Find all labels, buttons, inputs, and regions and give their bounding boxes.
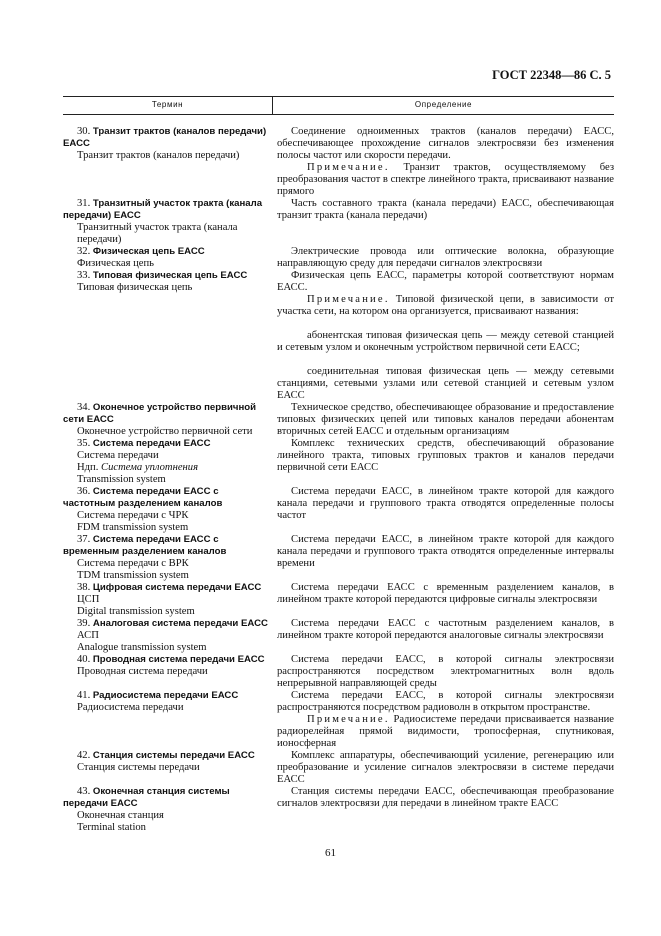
term-38-synonym: ЦСП: [77, 594, 100, 605]
definition-38: Система передачи ЕАСС с временным разделением каналов, в линейном тракте которой передаются цифровые сигналы электросвязи: [277, 582, 614, 605]
column-header-definition: Определение: [414, 100, 473, 109]
term-33: [63, 270, 268, 282]
term-41: [63, 690, 268, 702]
term-39-synonym: АСП: [77, 630, 99, 641]
term-title: Система передачи ЕАСС с временным разделением каналов: [63, 534, 227, 557]
term-title: Система передачи ЕАСС с частотным разделением каналов: [63, 486, 223, 509]
term-33-synonym: Типовая физическая цепь: [77, 282, 193, 293]
column-header-term: Термин: [151, 100, 184, 109]
term-37: [63, 534, 268, 558]
term-number: 32.: [77, 246, 91, 257]
term-number: 34.: [77, 402, 91, 413]
term-36-english: FDM transmission system: [77, 522, 189, 533]
term-31-synonym: Транзитный участок тракта (канала передачи): [77, 222, 238, 245]
note-label: Примечание.: [307, 714, 390, 725]
note-41: [277, 714, 614, 750]
term-title: Система передачи ЕАСС: [92, 438, 211, 449]
note-30: [277, 162, 614, 198]
term-37-synonym: Система передачи с ВРК: [77, 558, 189, 569]
deprecated-label: Ндп.: [77, 462, 99, 473]
table-header: [63, 96, 614, 115]
term-35: [63, 438, 268, 450]
term-43: [63, 786, 268, 810]
note-33-item-1: абонентская типовая физическая цепь — между сетевой станцией и сетевым узлом и оконечным устройством первичной сети ЕАСС;: [277, 330, 614, 353]
term-34: [63, 402, 268, 426]
page-number: 61: [325, 847, 336, 859]
term-title: Цифровая система передачи ЕАСС: [92, 582, 262, 593]
term-32: [63, 246, 268, 258]
note-label: Примечание.: [307, 162, 390, 173]
term-title: Транзитный участок тракта (канала передачи) ЕАСС: [63, 198, 263, 221]
term-40: [63, 654, 268, 666]
term-title: Транзит трактов (каналов передачи) ЕАСС: [63, 126, 267, 149]
term-title: Аналоговая система передачи ЕАСС: [92, 618, 268, 629]
definition-34: Техническое средство, обеспечивающее образование и предоставление типовых физических цепей или типовых каналов передачи абонентам вторичных сетей ЕАСС и отдельным организациям: [277, 402, 614, 437]
note-33-item-2: соединительная типовая физическая цепь — между сетевыми станциями, сетевыми узлами или сетевой станцией и сетевым узлом ЕАСС: [277, 366, 614, 401]
term-40-synonym: Проводная система передачи: [77, 666, 208, 677]
term-35-english: Transmission system: [77, 474, 166, 485]
term-35-synonym: Система передачи: [77, 450, 159, 461]
term-title: Станция системы передачи ЕАСС: [92, 750, 255, 761]
note-text: Радиосистеме передачи присваивается название радиорелейная прямой видимости, тропосферная, спутниковая, ионосферная: [277, 714, 614, 749]
note-label: Примечание.: [307, 294, 390, 305]
term-31: [63, 198, 268, 222]
definition-30: Соединение одноименных трактов (каналов передачи) ЕАСС, обеспечивающее прохождение сигналов электросвязи без изменения полосы частот или скорости передачи.: [277, 126, 614, 161]
term-title: Типовая физическая цепь ЕАСС: [92, 270, 248, 281]
term-32-synonym: Физическая цепь: [77, 258, 154, 269]
term-number: 30.: [77, 126, 91, 137]
definition-32: Электрические провода или оптические волокна, образующие направляющую среду для передачи сигналов электросвязи: [277, 246, 614, 269]
term-39-english: Analogue transmission system: [77, 642, 207, 653]
term-number: 31.: [77, 198, 91, 209]
term-43-english: Terminal station: [77, 822, 146, 833]
term-36-synonym: Система передачи с ЧРК: [77, 510, 189, 521]
definition-39: Система передачи ЕАСС с частотным разделением каналов, в линейном тракте которой передаются аналоговые сигналы электросвязи: [277, 618, 614, 641]
note-text: Транзит трактов, осуществляемому без преобразования частот в спектре линейного тракта, присваивают название прямого: [277, 162, 614, 197]
term-number: 43.: [77, 786, 91, 797]
term-title: Физическая цепь ЕАСС: [92, 246, 205, 257]
term-title: Проводная система передачи ЕАСС: [92, 654, 265, 665]
term-35-deprecated: [63, 462, 282, 474]
term-title: Оконечное устройство первичной сети ЕАСС: [63, 402, 257, 425]
definition-31: Часть составного тракта (канала передачи) ЕАСС, обеспечивающая транзит тракта (канала передачи): [277, 198, 614, 221]
definition-42: Комплекс аппаратуры, обеспечивающий усиление, регенерацию или преобразование и усиление сигналов электросвязи в системе передачи ЕАСС: [277, 750, 614, 785]
term-number: 36.: [77, 486, 91, 497]
term-36: [63, 486, 268, 510]
term-number: 41.: [77, 690, 91, 701]
term-41-synonym: Радиосистема передачи: [77, 702, 184, 713]
term-number: 40.: [77, 654, 91, 665]
definition-37: Система передачи ЕАСС, в линейном тракте которой для каждого канала передачи и группового тракта отводятся определенные интервалы времени: [277, 534, 614, 569]
term-number: 39.: [77, 618, 91, 629]
term-39: [63, 618, 268, 630]
definition-36: Система передачи ЕАСС, в линейном тракте которой для каждого канала передачи и группового тракта отводятся определенные полосы частот: [277, 486, 614, 521]
deprecated-term: Система уплотнения: [101, 462, 199, 473]
term-34-synonym: Оконечное устройство первичной сети: [77, 426, 253, 437]
term-37-english: TDM transmission system: [77, 570, 189, 581]
note-text: Типовой физической цепи, в зависимости от участка сети, на котором она организуется, присваивают названия:: [277, 294, 614, 317]
definition-41: Система передачи ЕАСС, в которой сигналы электросвязи распространяются посредством радиоволн в открытом пространстве.: [277, 690, 614, 713]
term-number: 38.: [77, 582, 91, 593]
term-43-synonym: Оконечная станция: [77, 810, 164, 821]
note-33: [277, 294, 614, 318]
term-30: [63, 126, 268, 150]
definition-33: Физическая цепь ЕАСС, параметры которой соответствуют нормам ЕАСС.: [277, 270, 614, 293]
definition-43: Станция системы передачи ЕАСС, обеспечивающая преобразование сигналов электросвязи для передачи в линейном тракте ЕАСС: [277, 786, 614, 809]
definition-40: Система передачи ЕАСС, в которой сигналы электросвязи распространяются посредством электромагнитных волн вдоль непрерывной направляющей среды: [277, 654, 614, 689]
page-header: ГОСТ 22348—86 С. 5: [492, 68, 611, 82]
term-number: 37.: [77, 534, 91, 545]
term-number: 42.: [77, 750, 91, 761]
term-30-synonym: Транзит трактов (каналов передачи): [77, 150, 240, 161]
term-title: Оконечная станция системы передачи ЕАСС: [63, 786, 230, 809]
term-38-english: Digital transmission system: [77, 606, 195, 617]
term-number: 33.: [77, 270, 91, 281]
term-title: Радиосистема передачи ЕАСС: [92, 690, 239, 701]
term-42-synonym: Станция системы передачи: [77, 762, 200, 773]
term-42: [63, 750, 268, 762]
definition-35: Комплекс технических средств, обеспечивающий образование линейного тракта, типовых групповых трактов и каналов передачи первичной сети ЕАСС: [277, 438, 614, 473]
term-38: [63, 582, 268, 594]
term-number: 35.: [77, 438, 91, 449]
